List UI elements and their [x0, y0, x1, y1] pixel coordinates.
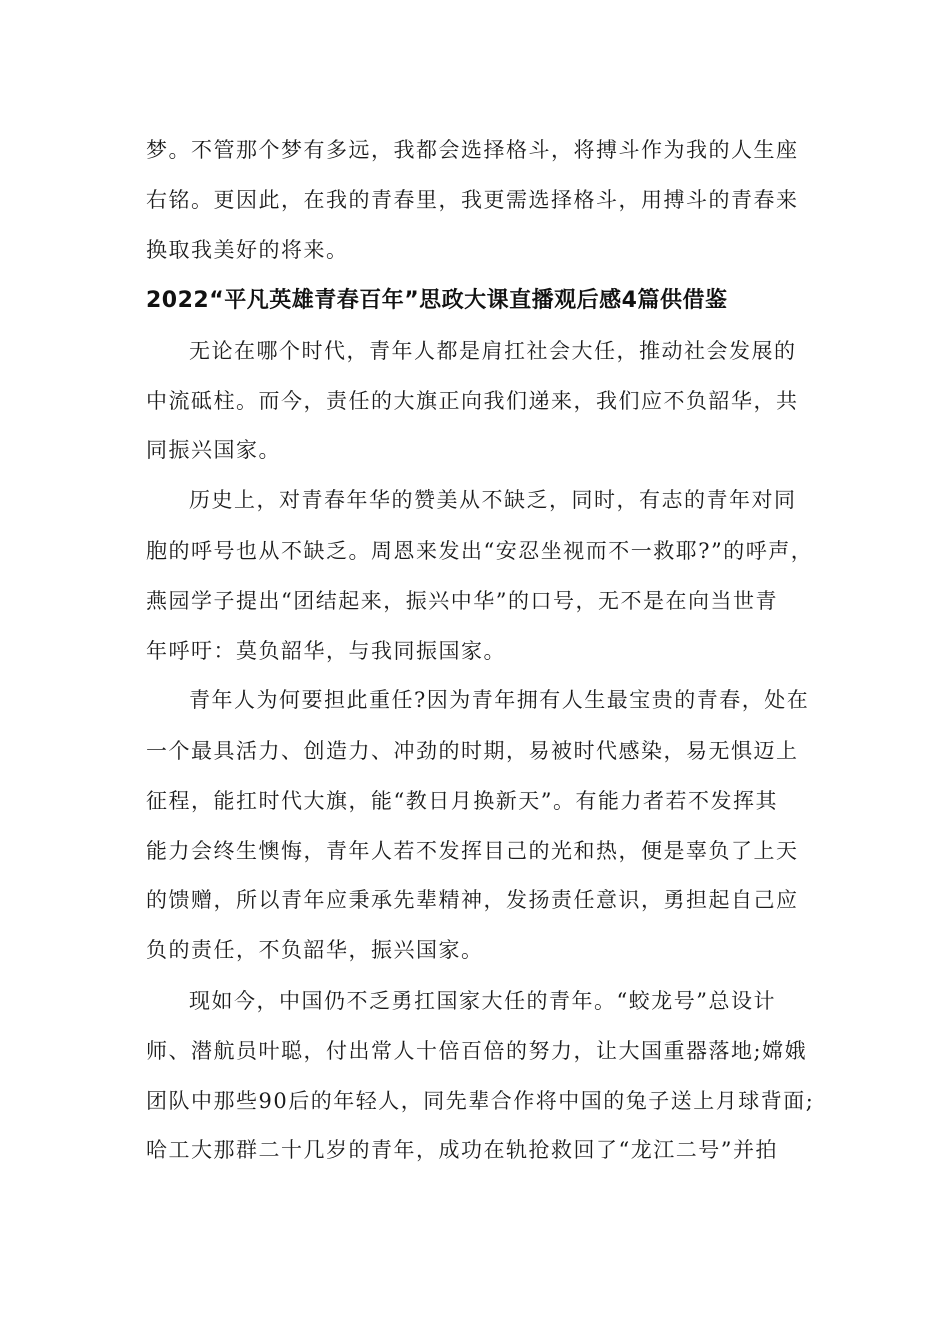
- paragraph-1-line-1: 无论在哪个时代，青年人都是肩扛社会大任，推动社会发展的: [189, 339, 797, 363]
- paragraph-2-line-4: 年呼吁：莫负韶华，与我同振国家。: [146, 639, 506, 663]
- paragraph-3-line-3: 征程，能扛时代大旗，能“教日月换新天”。有能力者若不发挥其: [146, 789, 778, 813]
- paragraph-3-line-5: 的馈赠，所以青年应秉承先辈精神，发扬责任意识，勇担起自己应: [146, 888, 799, 912]
- paragraph-2-line-1: 历史上，对青春年华的赞美从不缺乏，同时，有志的青年对同: [189, 488, 797, 512]
- article-heading: 2022“平凡英雄青春百年”思政大课直播观后感4篇供借鉴: [146, 288, 728, 313]
- paragraph-3-line-6: 负的责任，不负韶华，振兴国家。: [146, 938, 484, 962]
- paragraph-2-line-3: 燕园学子提出“团结起来，振兴中华”的口号，无不是在向当世青: [146, 589, 778, 613]
- paragraph-3-line-2: 一个最具活力、创造力、冲劲的时期，易被时代感染，易无惧迈上: [146, 739, 799, 763]
- paragraph-4-line-4: 哈工大那群二十几岁的青年，成功在轨抢救回了“龙江二号”并拍: [146, 1138, 778, 1162]
- paragraph-4-line-2: 师、潜航员叶聪，付出常人十倍百倍的努力，让大国重器落地;嫦娥: [146, 1039, 808, 1063]
- paragraph-3-line-1: 青年人为何要担此重任?因为青年拥有人生最宝贵的青春，处在: [189, 688, 810, 712]
- paragraph-1-line-2: 中流砥柱。而今，责任的大旗正向我们递来，我们应不负韶华，共: [146, 389, 799, 413]
- carryover-line-3: 换取我美好的将来。: [146, 238, 349, 262]
- paragraph-2-line-2: 胞的呼号也从不缺乏。周恩来发出“安忍坐视而不一救耶?”的呼声，: [146, 539, 814, 563]
- carryover-line-2: 右铭。更因此，在我的青春里，我更需选择格斗，用搏斗的青春来: [146, 188, 799, 212]
- paragraph-4-line-1: 现如今，中国仍不乏勇扛国家大任的青年。“蛟龙号”总设计: [189, 989, 776, 1013]
- carryover-line-1: 梦。不管那个梦有多远，我都会选择格斗，将搏斗作为我的人生座: [146, 138, 799, 162]
- paragraph-1-line-3: 同振兴国家。: [146, 438, 281, 462]
- paragraph-3-line-4: 能力会终生懊悔，青年人若不发挥目己的光和热，便是辜负了上天: [146, 839, 799, 863]
- paragraph-4-line-3: 团队中那些90后的年轻人，同先辈合作将中国的兔子送上月球背面;: [146, 1089, 815, 1113]
